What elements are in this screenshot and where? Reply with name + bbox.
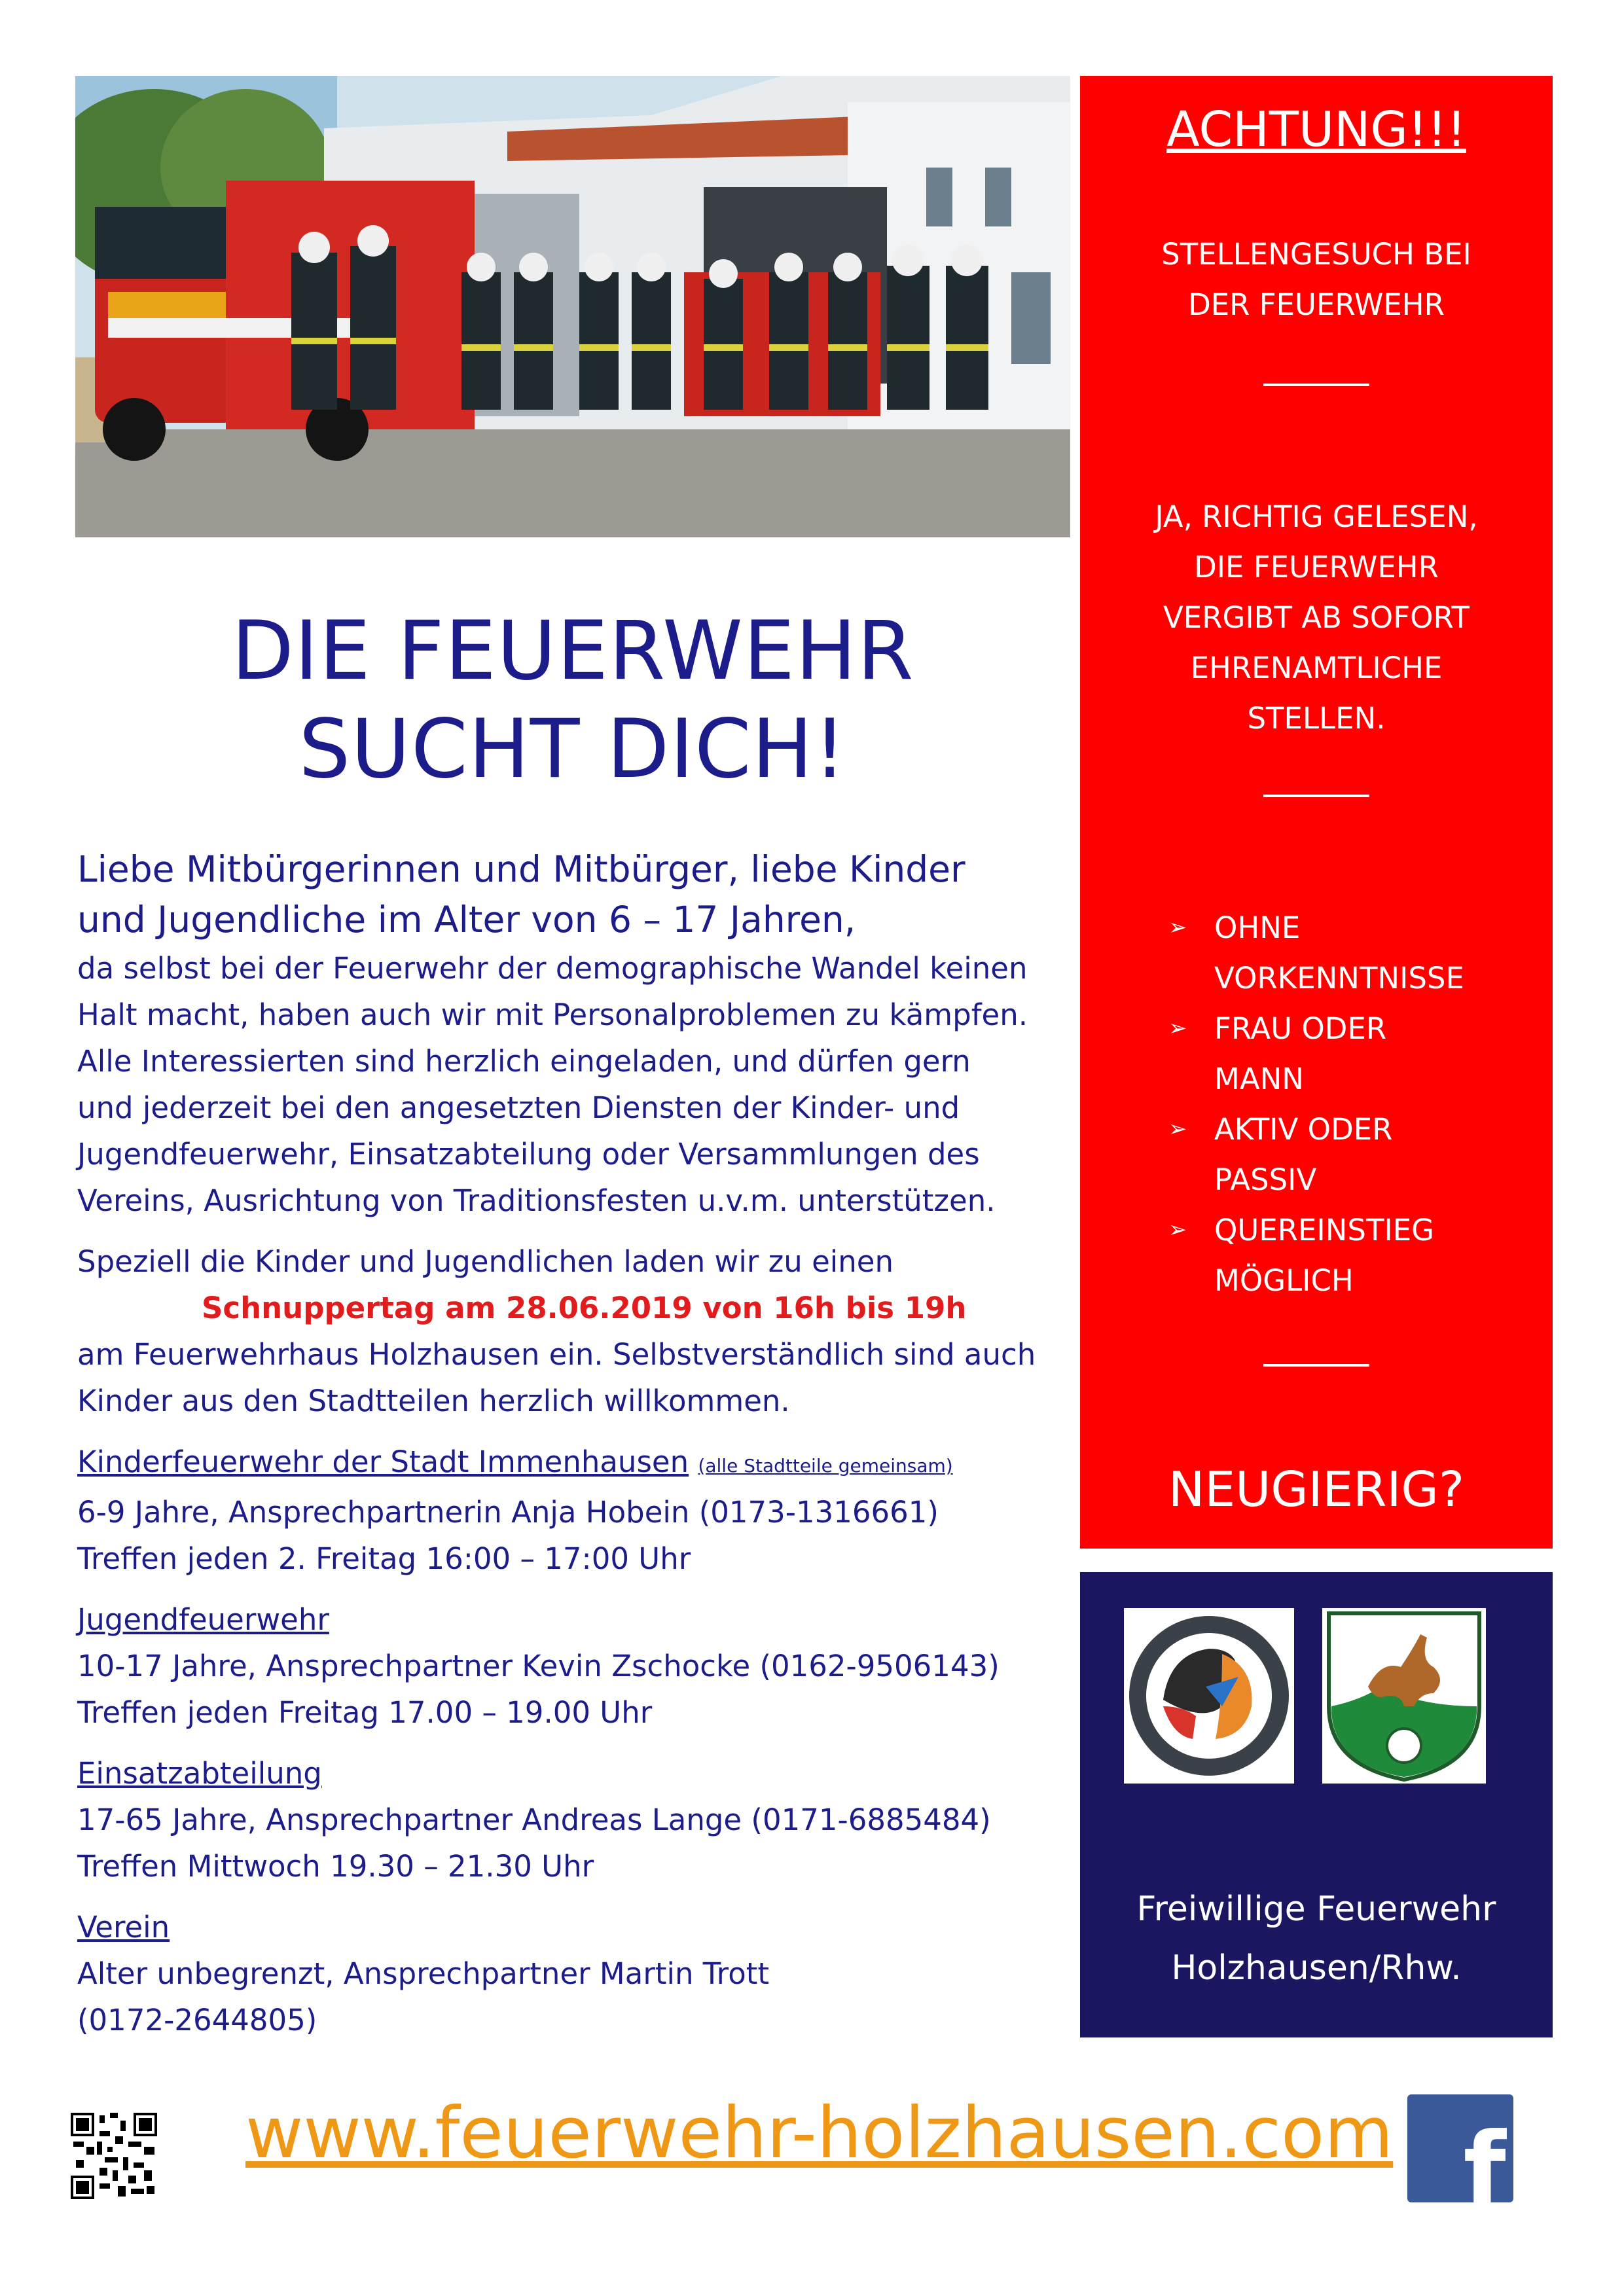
list-item-text: FRAU ODER	[1214, 1011, 1387, 1046]
arrow-bullet-icon: ➢	[1168, 914, 1187, 941]
panel-text-line: EHRENAMTLICHE	[1190, 651, 1443, 685]
organisation-name-line: Holzhausen/Rhw.	[1171, 1948, 1462, 1988]
list-item-text: AKTIV ODER	[1214, 1112, 1393, 1147]
panel-text-2	[1080, 492, 1553, 744]
section-einsatzabteilung	[77, 1750, 1098, 1890]
divider	[1263, 384, 1369, 386]
arrow-bullet-icon: ➢	[1168, 1015, 1187, 1041]
list-item-text: PASSIV	[1214, 1162, 1317, 1197]
section-note: (alle Stadtteile gemeinsam)	[698, 1455, 953, 1477]
website-link[interactable]: www.feuerwehr-holzhausen.com	[245, 2092, 1394, 2174]
paragraph-1-line: und jederzeit bei den angesetzten Diensten der Kinder- und	[77, 1090, 960, 1125]
facebook-glyph: f	[1463, 2112, 1506, 2202]
paragraph-1	[77, 945, 1098, 1224]
requirements-list	[1168, 903, 1535, 1306]
section-verein	[77, 1904, 1098, 2043]
paragraph-1-line: Vereins, Ausrichtung von Traditionsfesten u.v.m. unterstützen.	[77, 1183, 996, 1218]
panel-text-line: VERGIBT AB SOFORT	[1163, 600, 1470, 635]
intro-line-1: Liebe Mitbürgerinnen und Mitbürger, liebe Kinder	[77, 848, 965, 890]
section-line: Treffen Mittwoch 19.30 – 21.30 Uhr	[77, 1849, 594, 1884]
intro-line-2: und Jugendliche im Alter von 6 – 17 Jahren,	[77, 899, 856, 941]
section-title: Kinderfeuerwehr der Stadt Immenhausen	[77, 1444, 689, 1479]
headline-line-1: DIE FEUERWEHR	[231, 604, 914, 698]
paragraph-2	[77, 1238, 1098, 1424]
organisation-name-line: Freiwillige Feuerwehr	[1136, 1890, 1496, 1929]
town-crest-icon	[1322, 1608, 1486, 1784]
section-line: Alter unbegrenzt, Ansprechpartner Martin Trott	[77, 1956, 770, 1991]
neugierig-text: NEUGIERIG?	[1168, 1462, 1465, 1518]
list-item-text: VORKENNTNISSE	[1214, 961, 1464, 996]
divider	[1263, 795, 1369, 797]
paragraph-2-line: Kinder aus den Stadtteilen herzlich willkommen.	[77, 1384, 790, 1418]
body-text	[77, 844, 1098, 2043]
paragraph-1-line: Alle Interessierten sind herzlich eingeladen, und dürfen gern	[77, 1044, 971, 1079]
panel-text-line: STELLENGESUCH BEI	[1161, 237, 1471, 272]
list-item-text: QUEREINSTIEG	[1214, 1213, 1435, 1247]
section-line: Treffen jeden 2. Freitag 16:00 – 17:00 Uhr	[77, 1541, 691, 1576]
event-highlight: Schnuppertag am 28.06.2019 von 16h bis 19h	[202, 1291, 967, 1325]
main-headline	[75, 602, 1070, 798]
paragraph-1-line: Jugendfeuerwehr, Einsatzabteilung oder Versammlungen des	[77, 1137, 980, 1172]
list-item-text: MÖGLICH	[1214, 1263, 1354, 1298]
section-title: Jugendfeuerwehr	[77, 1602, 329, 1637]
list-item	[1168, 903, 1535, 1003]
section-title: Verein	[77, 1910, 170, 1945]
section-line: 10-17 Jahre, Ansprechpartner Kevin Zschocke (0162-9506143)	[77, 1649, 1000, 1683]
paragraph-1-line: da selbst bei der Feuerwehr der demographische Wandel keinen	[77, 951, 1028, 986]
divider	[1263, 1364, 1369, 1367]
list-item-text: OHNE	[1214, 910, 1301, 945]
paragraph-2-line: Speziell die Kinder und Jugendlichen laden wir zu einen	[77, 1244, 894, 1279]
panel-text-line: DER FEUERWEHR	[1188, 287, 1445, 322]
section-jugendfeuerwehr	[77, 1596, 1098, 1736]
headline-line-2: SUCHT DICH!	[298, 702, 847, 797]
paragraph-2-line: am Feuerwehrhaus Holzhausen ein. Selbstverständlich sind auch	[77, 1337, 1036, 1372]
section-line: 6-9 Jahre, Ansprechpartnerin Anja Hobein (0173-1316661)	[77, 1495, 939, 1530]
arrow-bullet-icon: ➢	[1168, 1116, 1187, 1142]
panel-text-1	[1080, 229, 1553, 330]
fire-brigade-photo	[75, 76, 1070, 537]
section-kinderfeuerwehr	[77, 1439, 1098, 1582]
list-item-text: MANN	[1214, 1062, 1304, 1096]
organisation-panel	[1080, 1572, 1553, 2037]
facebook-icon[interactable]	[1407, 2094, 1513, 2202]
paragraph-1-line: Halt macht, haben auch wir mit Personalproblemen zu kämpfen.	[77, 997, 1028, 1032]
list-item	[1168, 1205, 1535, 1306]
panel-text-line: DIE FEUERWEHR	[1194, 550, 1439, 584]
panel-text-line: JA, RICHTIG GELESEN,	[1155, 499, 1478, 534]
red-info-panel	[1080, 76, 1553, 1549]
organisation-name	[1080, 1880, 1553, 1998]
list-item	[1168, 1003, 1535, 1104]
section-title: Einsatzabteilung	[77, 1756, 322, 1791]
qr-code-icon[interactable]	[71, 2113, 157, 2199]
fire-brigade-logo-icon	[1124, 1608, 1294, 1784]
section-line: Treffen jeden Freitag 17.00 – 19.00 Uhr	[77, 1695, 653, 1730]
achtung-title: ACHTUNG!!!	[1166, 101, 1466, 158]
list-item	[1168, 1104, 1535, 1205]
panel-text-line: STELLEN.	[1247, 701, 1386, 736]
arrow-bullet-icon: ➢	[1168, 1217, 1187, 1243]
section-line: 17-65 Jahre, Ansprechpartner Andreas Lange (0171-6885484)	[77, 1803, 991, 1837]
section-line: (0172-2644805)	[77, 2003, 317, 2037]
